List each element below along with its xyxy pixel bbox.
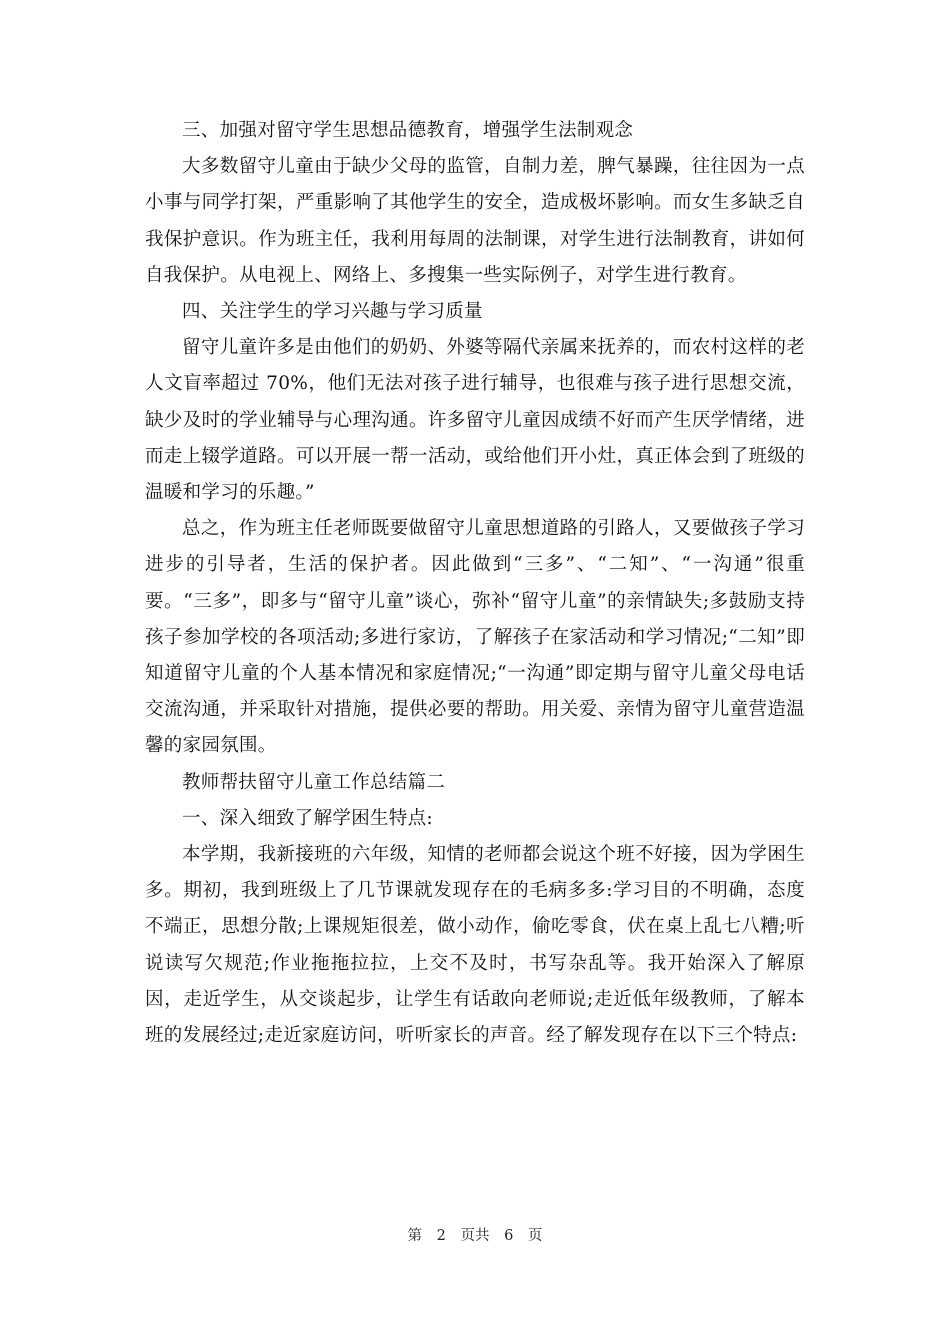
article-title-part-two: 教师帮扶留守儿童工作总结篇二 — [182, 771, 446, 793]
section-heading-one: 一、深入细致了解学困生特点: — [182, 807, 433, 829]
section-heading-four: 四、关注学生的学习兴趣与学习质量 — [182, 301, 483, 323]
page-footer: 第 2 页共 6 页 — [407, 1228, 543, 1244]
paragraph-struggling-students: 本学期，我新接班的六年级，知情的老师都会说这个班不好接，因为学困生多。期初，我到班级上了几节课就发现存在的毛病多多:学习目的不明确，态度不端正，思想分散;上课规矩很差，做小动作，偷吃零食，伏在桌上乱七八糟;听说读写欠规范;作业拖拖拉拉，上交不及时，书写杂乱等。我开始深入了解原因，走近学生，从交谈起步，让学生有话敢向老师说;走近低年级教师，了解本班的发展经过;走近家庭访问，听听家长的声音。经了解发现存在以下三个特点: — [145, 844, 805, 1047]
paragraph-legal-education: 大多数留守儿童由于缺少父母的监管，自制力差，脾气暴躁，往往因为一点小事与同学打架，严重影响了其他学生的安全，造成极坏影响。而女生多缺乏自我保护意识。作为班主任，我利用每周的法制课，对学生进行法制教育，讲如何自我保护。从电视上、网络上、多搜集一些实际例子，对学生进行教育。 — [145, 156, 805, 286]
paragraph-summary: 总之，作为班主任老师既要做留守儿童思想道路的引路人，又要做孩子学习进步的引导者，生活的保护者。因此做到“三多”、“二知”、“一沟通”很重要。“三多”，即多与“留守儿童”谈心，弥补“留守儿童”的亲情缺失;多鼓励支持孩子参加学校的各项活动;多进行家访，了解孩子在家活动和学习情况;“二知”即知道留守儿童的个人基本情况和家庭情况;“一沟通”即定期与留守儿童父母电话交流沟通，并采取针对措施，提供必要的帮助。用关爱、亲情为留守儿童营造温馨的家园氛围。 — [145, 518, 805, 757]
section-heading-three: 三、加强对留守学生思想品德教育，增强学生法制观念 — [182, 120, 634, 141]
paragraph-learning-interest: 留守儿童许多是由他们的奶奶、外婆等隔代亲属来抚养的，而农村这样的老人文盲率超过 70%，他们无法对孩子进行辅导，也很难与孩子进行思想交流，缺少及时的学业辅导与心理沟通。许多留守儿童因成绩不好而产生厌学情绪，进而走上辍学道路。可以开展一帮一活动，或给他们开小灶，真正体会到了班级的温暖和学习的乐趣。” — [145, 337, 805, 504]
document-body — [145, 113, 805, 1054]
